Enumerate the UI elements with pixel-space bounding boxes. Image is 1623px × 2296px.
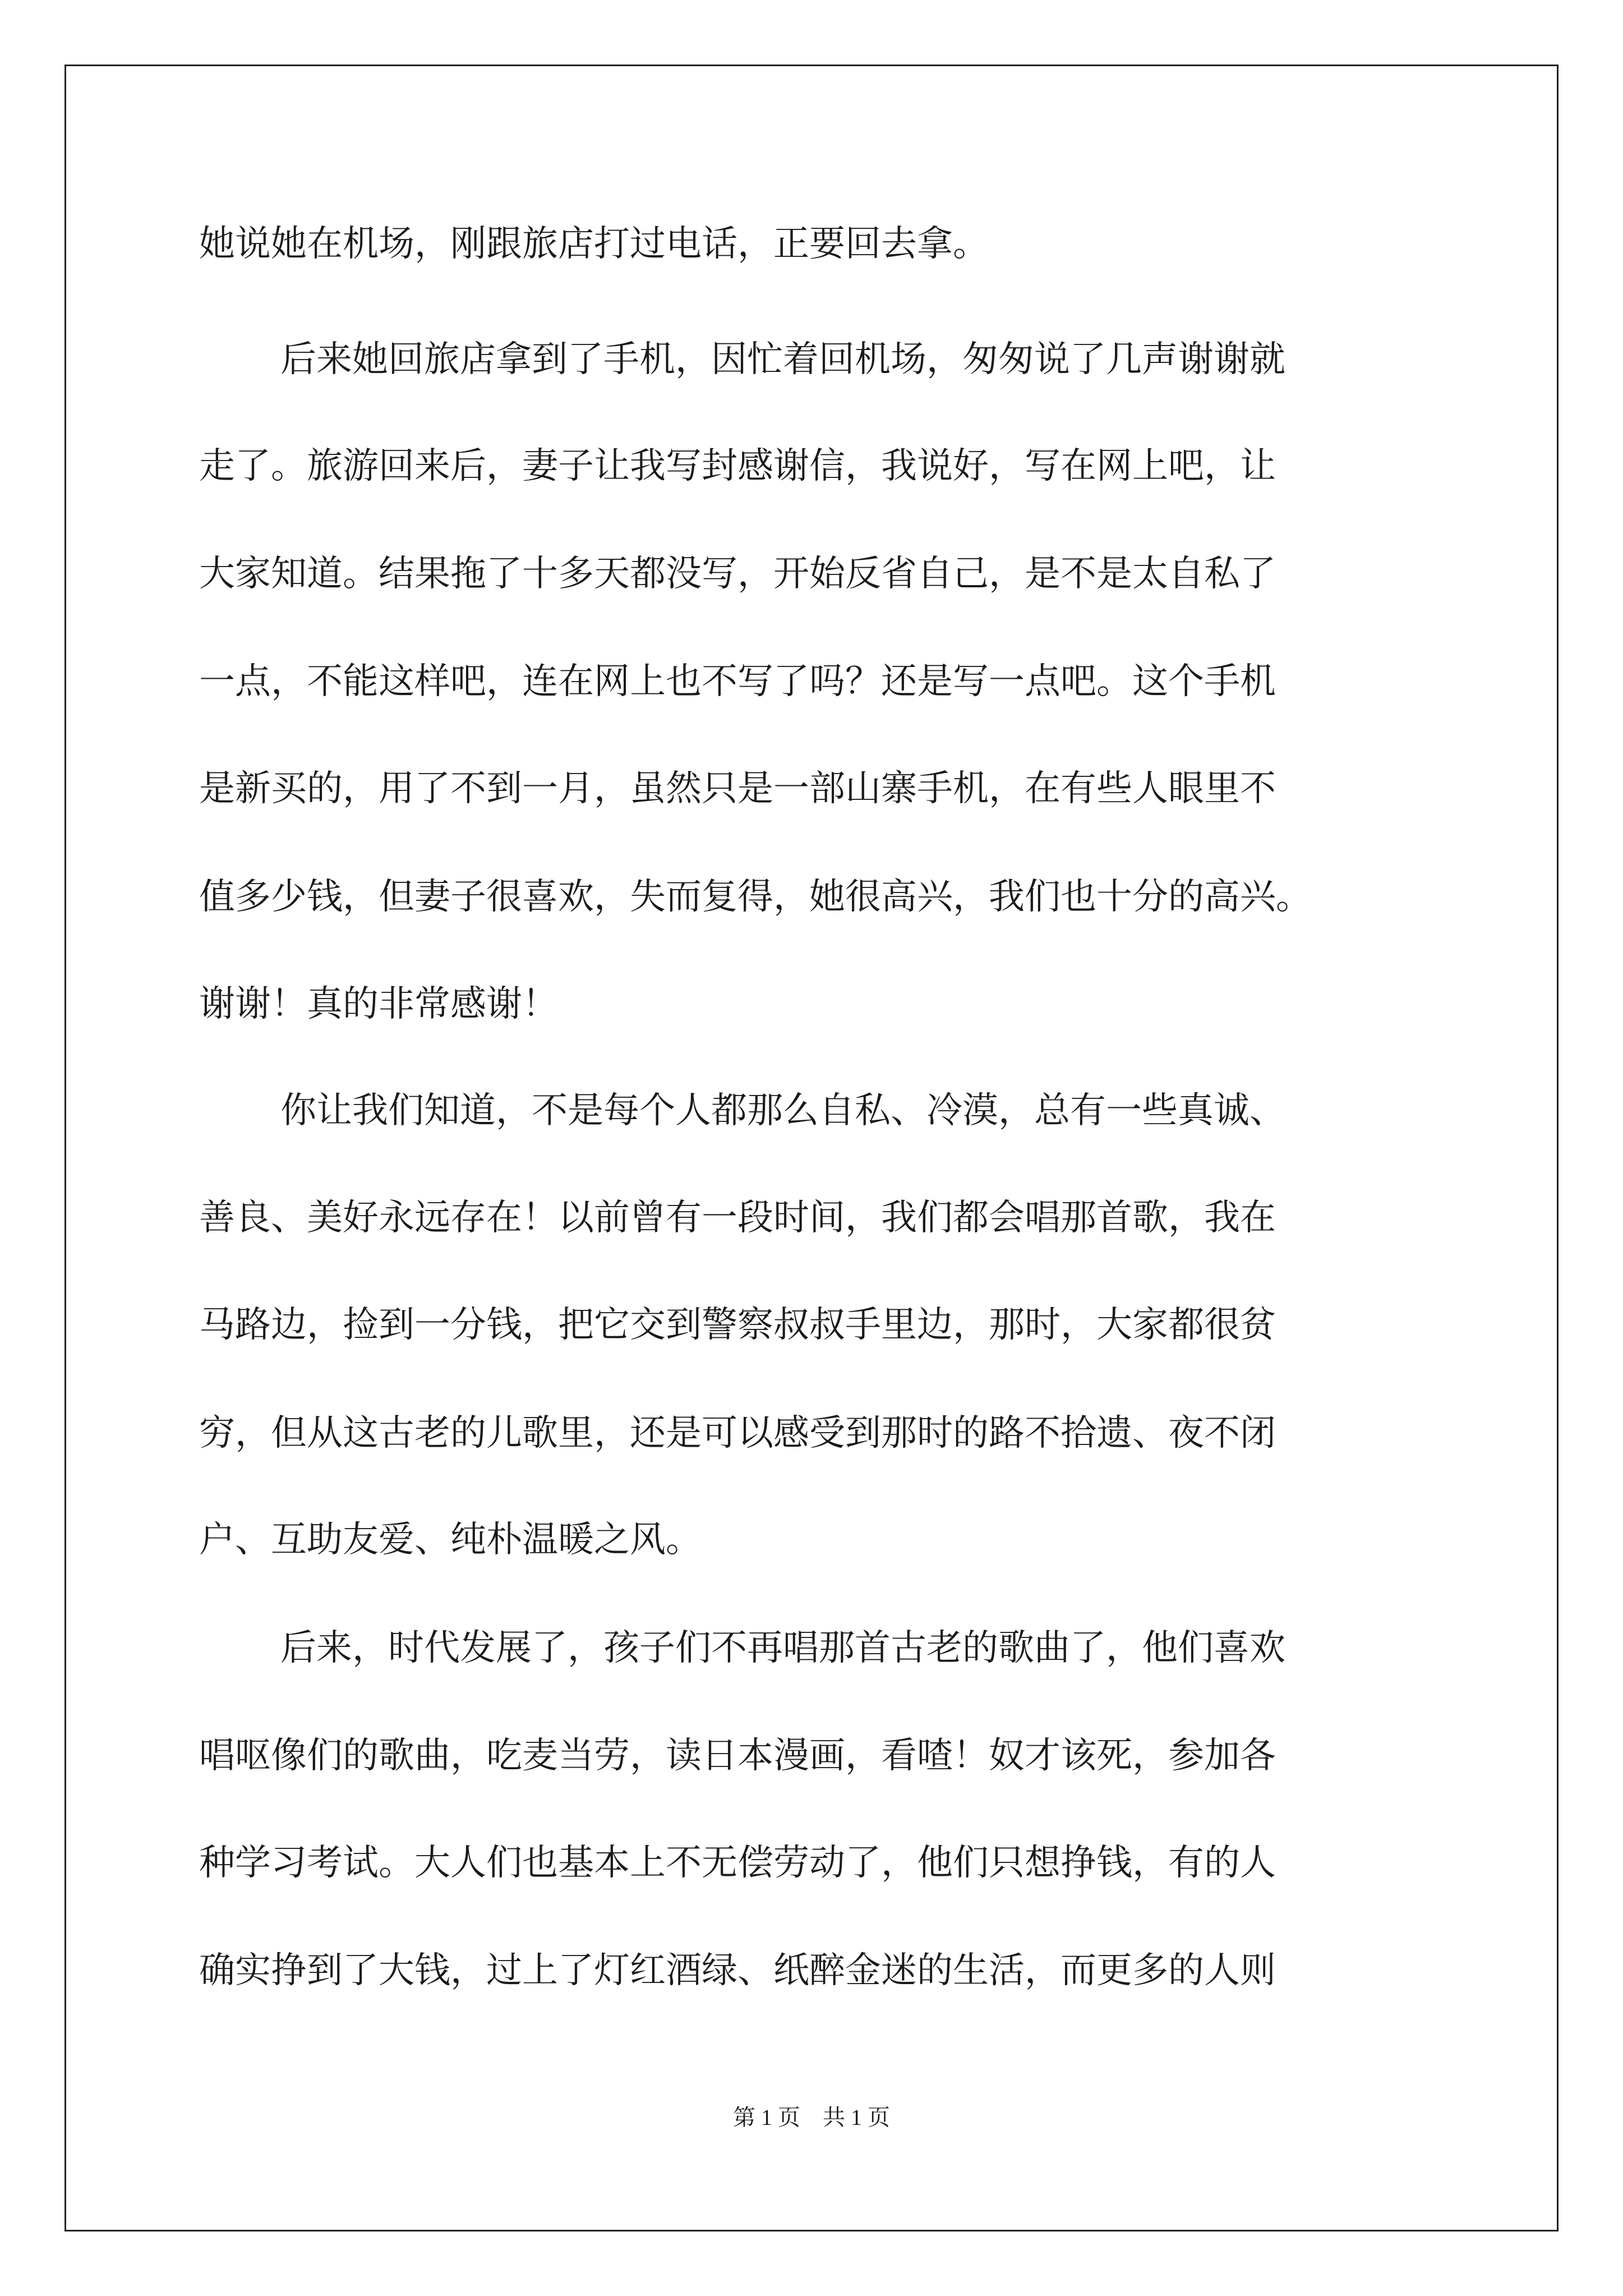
text-line: 善良、美好永远存在！以前曾有一段时间，我们都会唱那首歌，我在 (199, 1197, 1276, 1239)
text-line: 她说她在机场，刚跟旅店打过电话，正要回去拿。 (199, 223, 989, 265)
text-line: 大家知道。结果拖了十多天都没写，开始反省自己，是不是太自私了 (199, 553, 1276, 595)
text-line: 谢谢！真的非常感谢！ (199, 983, 558, 1025)
page-footer: 第 1 页 共 1 页 (733, 2105, 890, 2130)
text-line: 走了。旅游回来后，妻子让我写封感谢信，我说好，写在网上吧，让 (199, 445, 1276, 487)
text-line: 后来，时代发展了，孩子们不再唱那首古老的歌曲了，他们喜欢 (280, 1627, 1285, 1669)
text-line: 种学习考试。大人们也基本上不无偿劳动了，他们只想挣钱，有的人 (199, 1842, 1276, 1884)
text-line: 马路边，捡到一分钱，把它交到警察叔叔手里边，那时，大家都很贫 (199, 1304, 1276, 1346)
text-line: 是新买的，用了不到一月，虽然只是一部山寨手机，在有些人眼里不 (199, 768, 1276, 809)
text-line: 后来她回旅店拿到了手机，因忙着回机场，匆匆说了几声谢谢就 (280, 339, 1285, 380)
text-line: 唱呕像们的歌曲，吃麦当劳，读日本漫画，看喳！奴才该死，参加各 (199, 1735, 1276, 1777)
text-line: 穷，但从这古老的儿歌里，还是可以感受到那时的路不拾遗、夜不闭 (199, 1412, 1276, 1454)
text-line: 确实挣到了大钱，过上了灯红酒绿、纸醉金迷的生活，而更多的人则 (199, 1950, 1276, 1991)
text-line: 你让我们知道，不是每个人都那么自私、冷漠，总有一些真诚、 (280, 1090, 1285, 1131)
text-line: 户、互助友爱、纯朴温暖之风。 (199, 1519, 702, 1561)
text-line: 一点，不能这样吧，连在网上也不写了吗？还是写一点吧。这个手机 (199, 661, 1276, 702)
text-line: 值多少钱，但妻子很喜欢，失而复得，她很高兴，我们也十分的高兴。 (199, 876, 1312, 918)
